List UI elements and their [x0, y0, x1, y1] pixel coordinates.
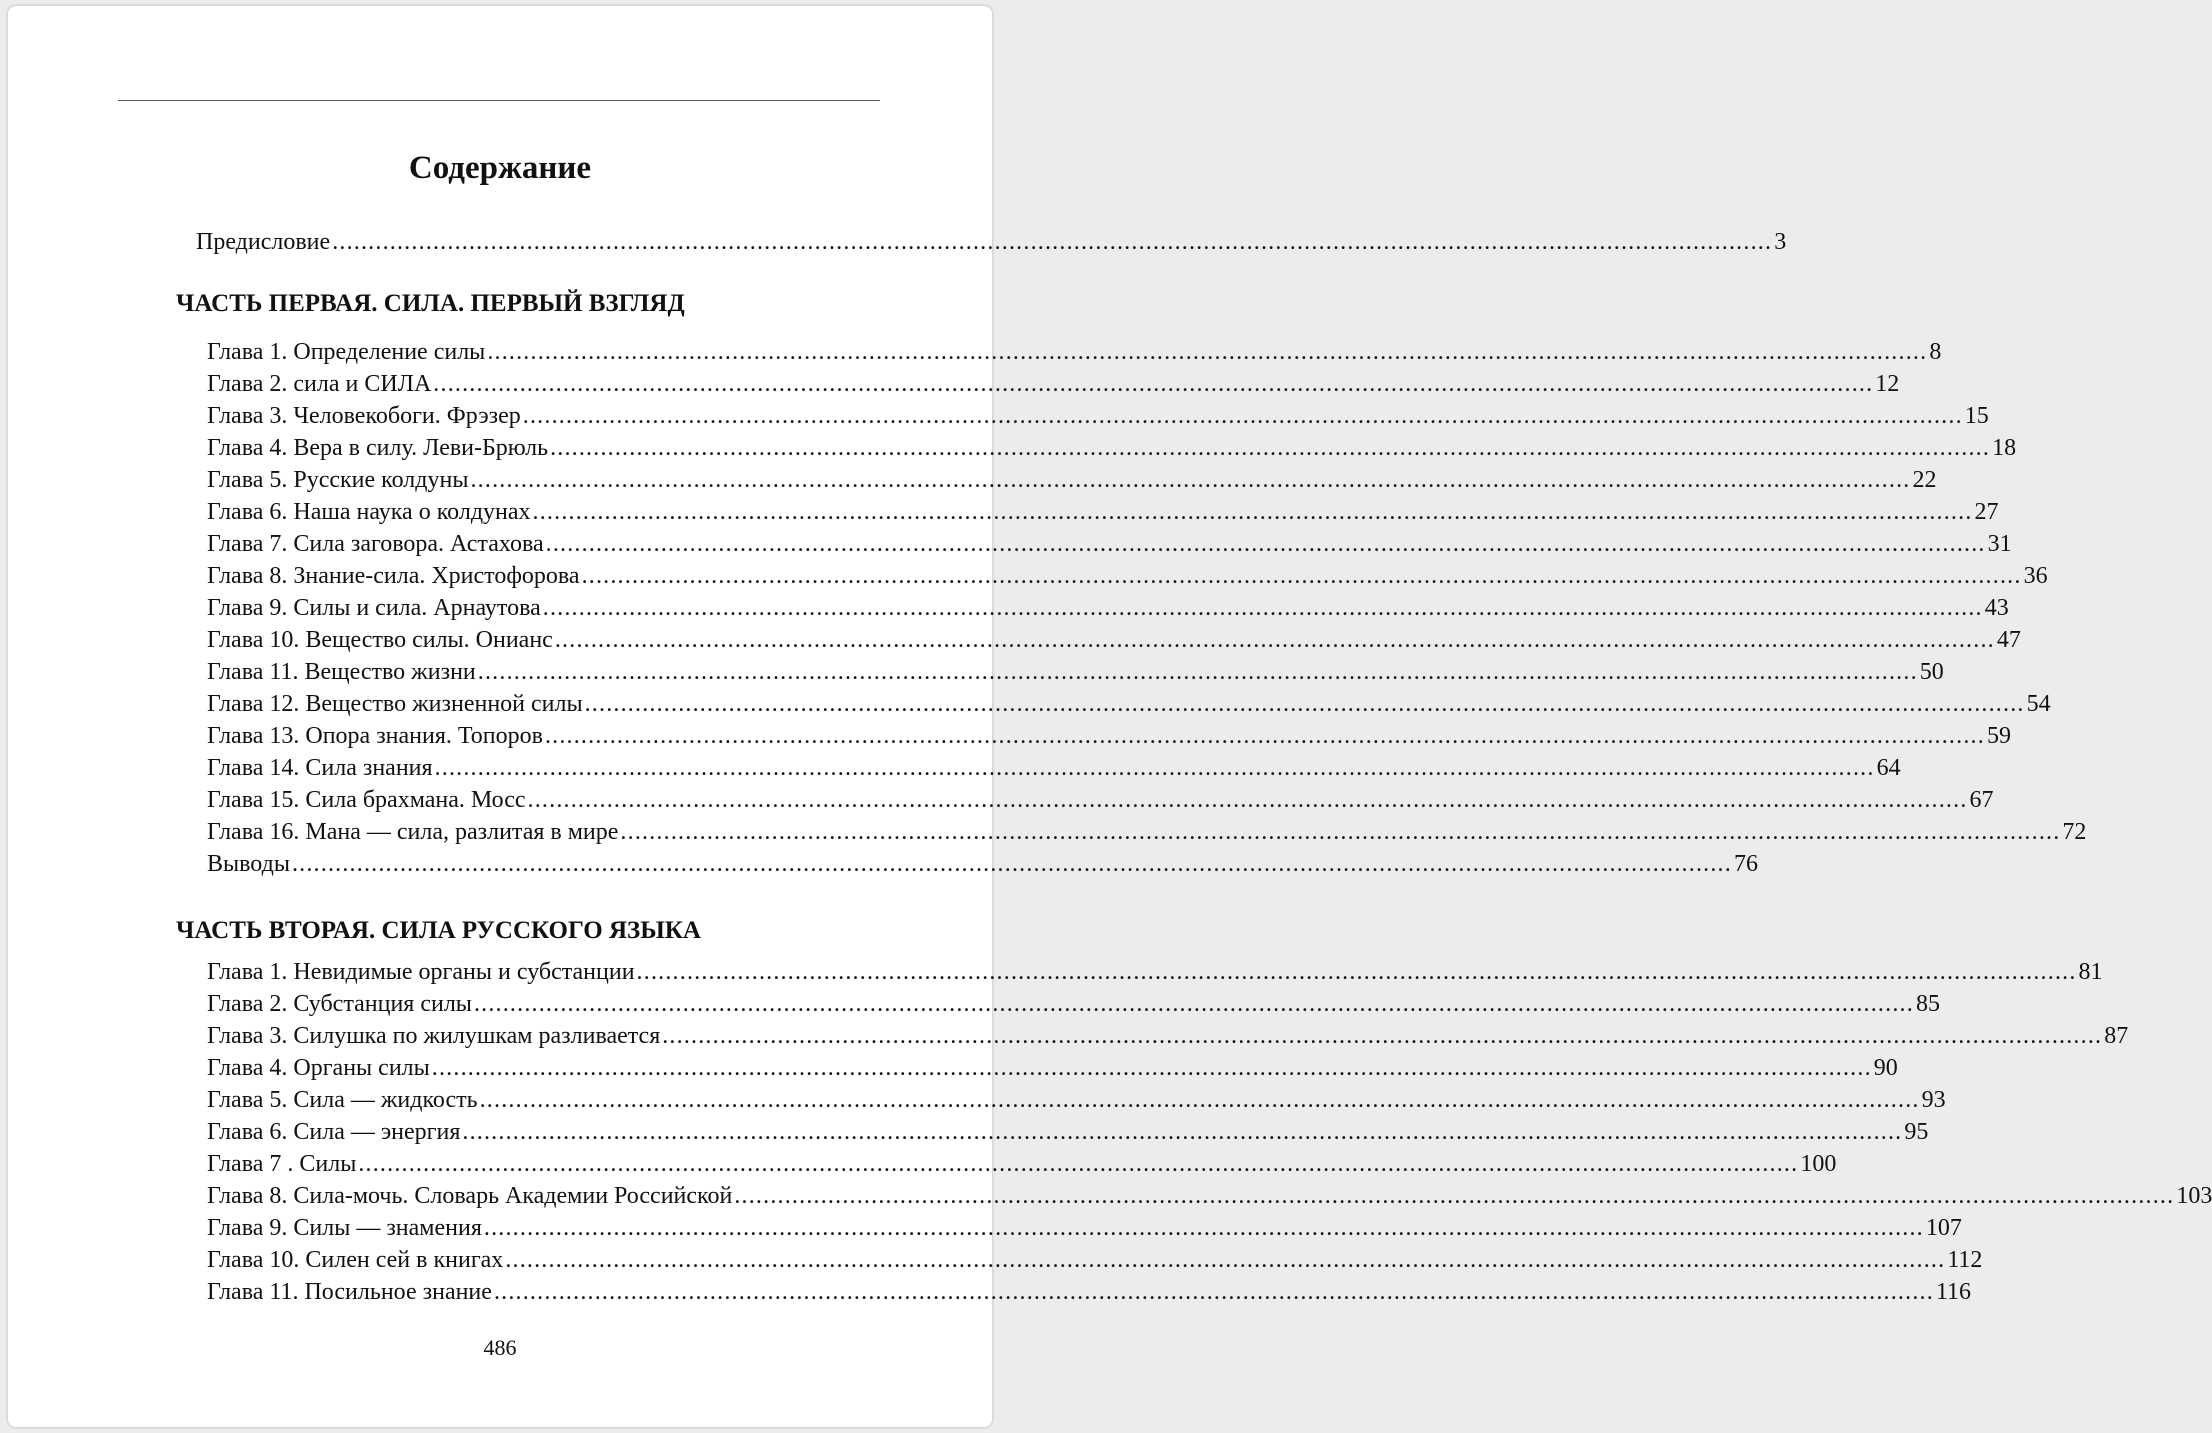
toc-entry — [207, 1020, 2129, 1052]
toc-entry — [207, 336, 1942, 368]
toc-entry — [207, 988, 1940, 1020]
dot-leader: ........................................................................................................................................................................................................ — [620, 819, 2061, 845]
entry-label: Глава 1. Определение силы — [207, 339, 486, 365]
toc-entry — [207, 592, 2009, 624]
entry-page: 12 — [1875, 371, 1900, 397]
entry-page: 103 — [2176, 1183, 2212, 1209]
entry-label: Глава 7 . Силы — [207, 1151, 357, 1177]
entry-page: 107 — [1925, 1215, 1962, 1241]
dot-leader: ........................................................................................................................................................................................................ — [477, 659, 1918, 685]
entry-page: 22 — [1912, 467, 1937, 493]
entry-page: 72 — [2062, 819, 2087, 845]
entry-page: 15 — [1964, 403, 1989, 429]
dot-leader: ........................................................................................................................................................................................................ — [522, 403, 1963, 429]
toc-entry — [207, 528, 2012, 560]
toc-entry — [207, 624, 2021, 656]
entry-page: 31 — [1987, 531, 2012, 557]
dot-leader: ........................................................................................................................................................................................................ — [544, 723, 1985, 749]
dot-leader: ........................................................................................................................................................................................................ — [734, 1183, 2175, 1209]
dot-leader: ........................................................................................................................................................................................................ — [291, 851, 1732, 877]
entry-page: 43 — [1984, 595, 2009, 621]
entry-page: 50 — [1919, 659, 1944, 685]
dot-leader: ........................................................................................................................................................................................................ — [431, 1055, 1872, 1081]
entry-page: 54 — [2026, 691, 2051, 717]
entry-label: Глава 10. Силен сей в книгах — [207, 1247, 504, 1273]
toc-entry — [207, 784, 1994, 816]
header-rule — [118, 100, 880, 101]
dot-leader: ........................................................................................................................................................................................................ — [554, 627, 1995, 653]
toc-entry — [207, 1180, 2212, 1212]
dot-leader: ........................................................................................................................................................................................................ — [527, 787, 1968, 813]
entry-page: 116 — [1935, 1279, 1972, 1305]
dot-leader: ........................................................................................................................................................................................................ — [462, 1119, 1903, 1145]
toc-entry — [207, 560, 2048, 592]
entry-page: 36 — [2023, 563, 2048, 589]
entry-label: Глава 9. Силы и сила. Арнаутова — [207, 595, 541, 621]
preface-entry — [196, 226, 1787, 258]
entry-label: Глава 5. Сила — жидкость — [207, 1087, 478, 1113]
dot-leader: ........................................................................................................................................................................................................ — [584, 691, 2025, 717]
entry-page: 27 — [1974, 499, 1999, 525]
toc-entry — [207, 688, 2051, 720]
dot-leader: ........................................................................................................................................................................................................ — [358, 1151, 1799, 1177]
toc-entry — [207, 1116, 1929, 1148]
dot-leader: ........................................................................................................................................................................................................ — [483, 1215, 1924, 1241]
entry-label: Глава 4. Вера в силу. Леви-Брюль — [207, 435, 549, 461]
entry-page: 3 — [1774, 229, 1787, 255]
entry-label: Глава 6. Наша наука о колдунах — [207, 499, 531, 525]
part-1-heading: ЧАСТЬ ПЕРВАЯ. СИЛА. ПЕРВЫЙ ВЗГЛЯД — [176, 290, 685, 317]
entry-page: 67 — [1969, 787, 1994, 813]
entry-label: Глава 4. Органы силы — [207, 1055, 430, 1081]
toc-entry — [207, 400, 1989, 432]
toc-entry — [207, 816, 2087, 848]
entry-label: Глава 11. Посильное знание — [207, 1279, 492, 1305]
dot-leader: ........................................................................................................................................................................................................ — [434, 755, 1875, 781]
entry-label: Глава 1. Невидимые органы и субстанции — [207, 959, 635, 985]
entry-page: 100 — [1800, 1151, 1837, 1177]
dot-leader: ........................................................................................................................................................................................................ — [470, 467, 1911, 493]
dot-leader: ........................................................................................................................................................................................................ — [487, 339, 1928, 365]
entry-label: Глава 3. Человекобоги. Фрэзер — [207, 403, 521, 429]
entry-page: 95 — [1904, 1119, 1929, 1145]
entry-label: Глава 7. Сила заговора. Астахова — [207, 531, 544, 557]
entry-label: Глава 8. Знание-сила. Христофорова — [207, 563, 580, 589]
entry-page: 87 — [2104, 1023, 2129, 1049]
entry-label: Предисловие — [196, 229, 331, 255]
toc-entry — [207, 432, 2017, 464]
entry-label: Глава 3. Силушка по жилушкам разливается — [207, 1023, 661, 1049]
entry-page: 81 — [2078, 959, 2103, 985]
entry-page: 76 — [1733, 851, 1758, 877]
toc-title: Содержание — [408, 150, 592, 186]
toc-entry — [207, 464, 1937, 496]
dot-leader: ........................................................................................................................................................................................................ — [550, 435, 1991, 461]
entry-label: Глава 11. Вещество жизни — [207, 659, 476, 685]
dot-leader: ........................................................................................................................................................................................................ — [581, 563, 2022, 589]
toc-entry — [207, 1052, 1898, 1084]
entry-label: Глава 14. Сила знания — [207, 755, 433, 781]
part-2-entries — [207, 956, 2212, 1308]
dot-leader: ........................................................................................................................................................................................................ — [479, 1087, 1920, 1113]
entry-label: Глава 16. Мана — сила, разлитая в мире — [207, 819, 619, 845]
toc-entry — [207, 496, 1999, 528]
dot-leader: ........................................................................................................................................................................................................ — [505, 1247, 1946, 1273]
toc-entry — [207, 956, 2103, 988]
dot-leader: ........................................................................................................................................................................................................ — [636, 959, 2077, 985]
dot-leader: ........................................................................................................................................................................................................ — [545, 531, 1986, 557]
entry-page: 64 — [1876, 755, 1901, 781]
toc-entry — [207, 1084, 1946, 1116]
toc-entry — [207, 1276, 1972, 1308]
toc-entry — [207, 1212, 1962, 1244]
entry-page: 93 — [1921, 1087, 1946, 1113]
entry-label: Выводы — [207, 851, 290, 877]
entry-label: Глава 15. Сила брахмана. Мосс — [207, 787, 526, 813]
entry-label: Глава 8. Сила-мочь. Словарь Академии Российской — [207, 1183, 733, 1209]
dot-leader: ........................................................................................................................................................................................................ — [532, 499, 1973, 525]
entry-label: Глава 9. Силы — знамения — [207, 1215, 482, 1241]
entry-label: Глава 12. Вещество жизненной силы — [207, 691, 583, 717]
dot-leader: ........................................................................................................................................................................................................ — [332, 229, 1773, 255]
dot-leader: ........................................................................................................................................................................................................ — [493, 1279, 1934, 1305]
dot-leader: ........................................................................................................................................................................................................ — [433, 371, 1874, 397]
entry-page: 90 — [1873, 1055, 1898, 1081]
entry-page: 18 — [1992, 435, 2017, 461]
dot-leader: ........................................................................................................................................................................................................ — [542, 595, 1983, 621]
toc-entry — [207, 1244, 1983, 1276]
page-number: 486 — [483, 1335, 517, 1360]
entry-page: 59 — [1986, 723, 2011, 749]
entry-label: Глава 13. Опора знания. Топоров — [207, 723, 543, 749]
entry-page: 85 — [1915, 991, 1940, 1017]
dot-leader: ........................................................................................................................................................................................................ — [662, 1023, 2103, 1049]
entry-label: Глава 5. Русские колдуны — [207, 467, 469, 493]
entry-label: Глава 10. Вещество силы. Онианс — [207, 627, 553, 653]
entry-page: 47 — [1996, 627, 2021, 653]
part-1-entries — [207, 336, 2087, 880]
entry-label: Глава 2. сила и СИЛА — [207, 371, 432, 397]
entry-label: Глава 2. Субстанция силы — [207, 991, 472, 1017]
entry-page: 112 — [1947, 1247, 1983, 1273]
toc-entry — [207, 848, 1758, 880]
entry-label: Глава 6. Сила — энергия — [207, 1119, 461, 1145]
toc-entry — [207, 368, 1900, 400]
toc-entry — [207, 720, 2011, 752]
part-2-heading: ЧАСТЬ ВТОРАЯ. СИЛА РУССКОГО ЯЗЫКА — [176, 917, 701, 944]
dot-leader: ........................................................................................................................................................................................................ — [473, 991, 1914, 1017]
toc-entry — [207, 656, 1944, 688]
entry-page: 8 — [1929, 339, 1942, 365]
toc-entry — [207, 752, 1901, 784]
toc-entry — [207, 1148, 1837, 1180]
